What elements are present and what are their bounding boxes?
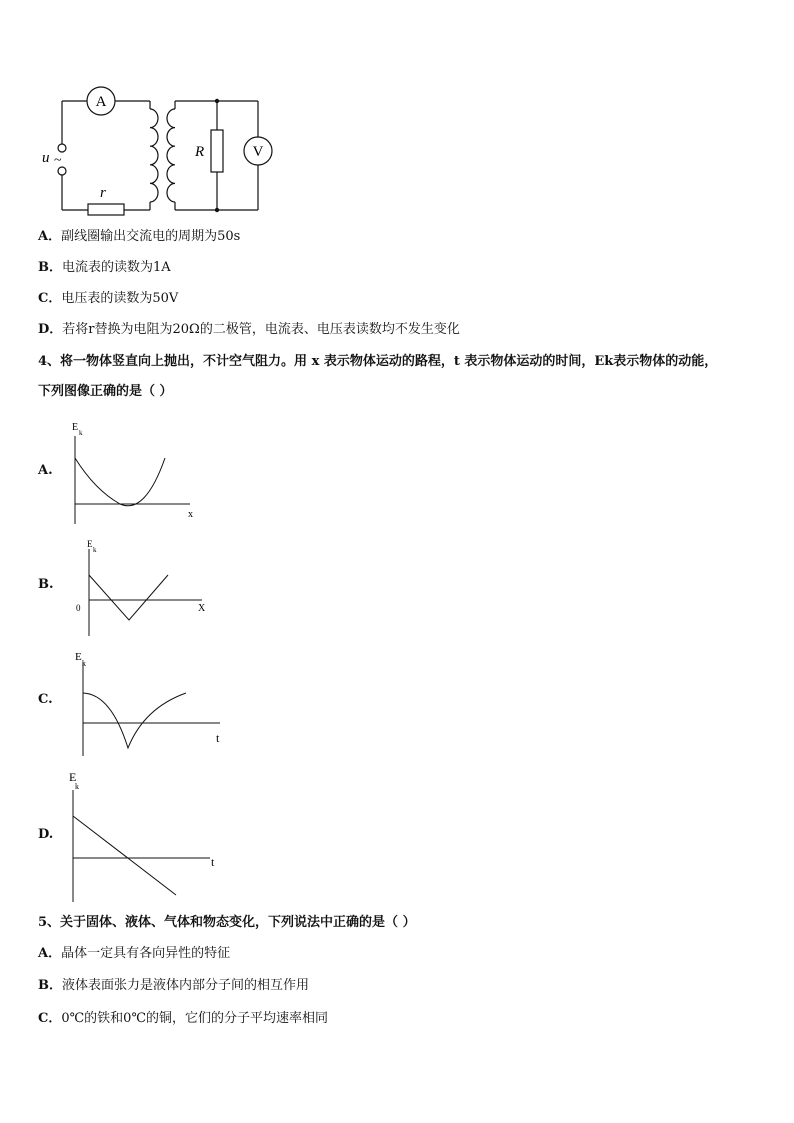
q4-graph-d[interactable]	[60, 768, 230, 906]
voltmeter-label: V	[252, 144, 264, 160]
svg-text:E: E	[72, 422, 79, 433]
q3-option-b[interactable]: B．电流表的读数为1A	[38, 260, 171, 275]
ac-symbol: ~	[54, 153, 62, 168]
ammeter-label: A	[95, 94, 107, 110]
q5-option-c[interactable]: C．0℃的铁和0℃的铜，它们的分子平均速率相同	[38, 1011, 328, 1026]
svg-text:t: t	[216, 731, 220, 745]
q3-option-d[interactable]: D．若将r替换为电阻为20Ω的二极管，电流表、电压表读数均不发生变化	[38, 322, 460, 337]
q4-option-d-label[interactable]: D.	[38, 827, 54, 842]
svg-text:E: E	[87, 539, 93, 549]
q4-option-c-label[interactable]: C.	[38, 692, 53, 707]
source-label: u	[42, 150, 50, 166]
svg-text:E: E	[69, 770, 77, 784]
q3-option-c[interactable]: C．电压表的读数为50V	[38, 291, 179, 306]
svg-text:k: k	[93, 546, 97, 554]
resistor-R-symbol	[211, 130, 223, 172]
q4-stem-line1: 4、将一物体竖直向上抛出，不计空气阻力。用 x 表示物体运动的路程，t 表示物体运动的时间，Ek表示物体的动能，	[38, 354, 718, 369]
graph-c-curve	[83, 693, 186, 748]
graph-b-curve	[89, 575, 168, 620]
q4-graph-a[interactable]	[60, 418, 210, 528]
resistor-R-label: R	[195, 144, 205, 160]
q4-option-a-label[interactable]: A.	[38, 463, 53, 478]
graph-d-line	[73, 816, 176, 895]
svg-text:k: k	[79, 429, 83, 437]
q4-stem-line2: 下列图像正确的是（ ）	[38, 384, 173, 399]
q5-option-b[interactable]: B．液体表面张力是液体内部分子间的相互作用	[38, 978, 310, 993]
q4-option-b-label[interactable]: B.	[38, 577, 54, 592]
svg-text:k: k	[82, 659, 86, 668]
svg-text:x: x	[188, 509, 193, 520]
q5-option-a[interactable]: A．晶体一定具有各向异性的特征	[38, 946, 231, 961]
circuit-diagram	[30, 84, 290, 219]
q4-graph-c[interactable]	[66, 646, 236, 760]
svg-text:k: k	[75, 782, 79, 791]
svg-text:X: X	[198, 603, 206, 614]
graph-a-curve	[75, 458, 165, 506]
resistor-r-label: r	[100, 185, 106, 201]
q5-stem: 5、关于固体、液体、气体和物态变化，下列说法中正确的是（ ）	[38, 915, 416, 930]
svg-text:E: E	[75, 651, 82, 663]
q3-option-a[interactable]: A．副线圈输出交流电的周期为50s	[38, 229, 241, 244]
q4-graph-b[interactable]	[72, 535, 222, 640]
svg-text:t: t	[211, 855, 215, 869]
svg-text:0: 0	[76, 603, 81, 613]
